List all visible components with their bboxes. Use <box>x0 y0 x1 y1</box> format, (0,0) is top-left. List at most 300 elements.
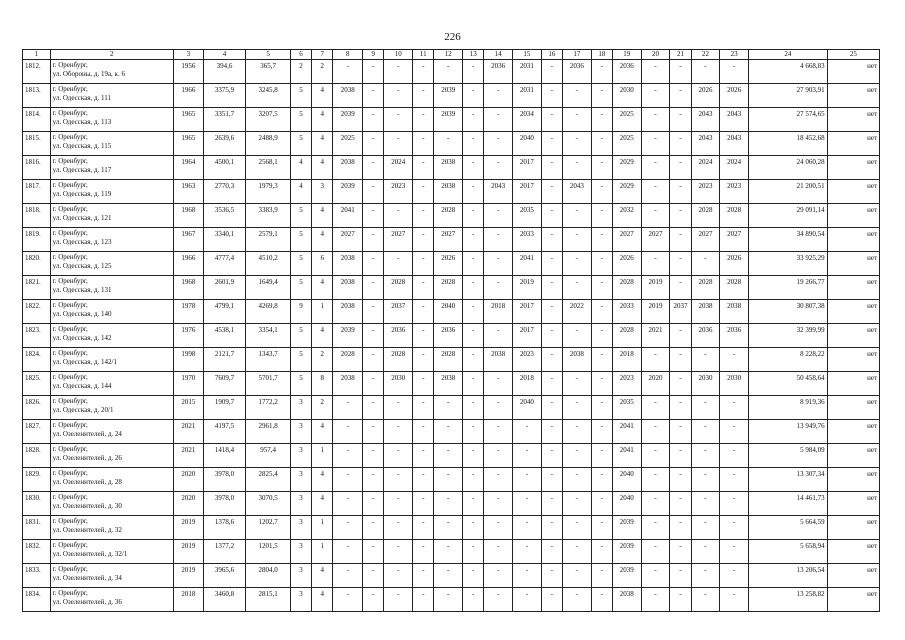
cell-col-22: - <box>691 348 720 372</box>
row-number: 1832. <box>23 540 51 564</box>
cell-col-7: 2 <box>312 60 333 84</box>
cell-col-22: - <box>691 516 720 540</box>
cell-col-23: - <box>720 348 749 372</box>
address-city: г. Оренбург, <box>52 157 88 165</box>
cell-col-17: 2038 <box>562 348 591 372</box>
row-number: 1818. <box>23 204 51 228</box>
cell-col-20: - <box>641 156 670 180</box>
cell-col-3: 2015 <box>173 396 203 420</box>
address-city: г. Оренбург, <box>52 421 88 429</box>
cell-col-9: - <box>363 252 384 276</box>
cell-col-13: - <box>463 324 484 348</box>
cell-col-22: - <box>691 252 720 276</box>
cell-col-9: - <box>363 132 384 156</box>
cell-col-14: - <box>484 468 513 492</box>
address-city: г. Оренбург, <box>52 61 88 69</box>
column-number: 16 <box>541 50 562 60</box>
cell-col-10: 2024 <box>384 156 413 180</box>
cell-col-10: 2023 <box>384 180 413 204</box>
cell-col-19: 2028 <box>612 324 641 348</box>
cell-col-13: - <box>463 420 484 444</box>
cell-col-25: нет <box>827 372 879 396</box>
cell-col-6: 3 <box>290 444 311 468</box>
cell-col-12: - <box>434 132 463 156</box>
cell-col-16: - <box>541 156 562 180</box>
cell-col-10: - <box>384 420 413 444</box>
cell-col-24: 27 903,91 <box>749 84 828 108</box>
cell-col-4: 3978,0 <box>203 492 246 516</box>
cell-col-8: 2025 <box>333 132 363 156</box>
cell-col-24: 32 399,99 <box>749 324 828 348</box>
cell-col-7: 1 <box>312 300 333 324</box>
address-cell <box>50 300 173 324</box>
cell-col-12: - <box>434 396 463 420</box>
cell-col-23: 2023 <box>720 180 749 204</box>
cell-col-5: 2825,4 <box>246 468 291 492</box>
column-number: 21 <box>670 50 691 60</box>
cell-col-4: 1377,2 <box>203 540 246 564</box>
cell-col-6: 3 <box>290 588 311 612</box>
cell-col-10: - <box>384 492 413 516</box>
address-city: г. Оренбург, <box>52 253 88 261</box>
cell-col-13: - <box>463 204 484 228</box>
table-row <box>23 276 880 300</box>
cell-col-4: 3978,0 <box>203 468 246 492</box>
cell-col-18: - <box>591 372 612 396</box>
cell-col-6: 5 <box>290 108 311 132</box>
address-city: г. Оренбург, <box>52 493 88 501</box>
cell-col-21: - <box>670 348 691 372</box>
cell-col-25: нет <box>827 564 879 588</box>
column-number: 10 <box>384 50 413 60</box>
cell-col-12: - <box>434 468 463 492</box>
cell-col-22: 2043 <box>691 132 720 156</box>
cell-col-14: - <box>484 228 513 252</box>
cell-col-5: 2579,1 <box>246 228 291 252</box>
cell-col-17: - <box>562 372 591 396</box>
cell-col-5: 2804,0 <box>246 564 291 588</box>
cell-col-15: 2035 <box>513 204 542 228</box>
cell-col-24: 33 925,29 <box>749 252 828 276</box>
address-street: ул. Одесская, д. 113 <box>52 118 112 126</box>
address-street: ул. Одесская, д. 20/1 <box>52 406 114 414</box>
cell-col-21: - <box>670 420 691 444</box>
cell-col-16: - <box>541 564 562 588</box>
cell-col-23: 2026 <box>720 84 749 108</box>
cell-col-13: - <box>463 564 484 588</box>
address-cell <box>50 60 173 84</box>
cell-col-11: - <box>413 588 434 612</box>
cell-col-11: - <box>413 60 434 84</box>
cell-col-7: 4 <box>312 228 333 252</box>
cell-col-23: 2043 <box>720 132 749 156</box>
cell-col-6: 5 <box>290 132 311 156</box>
table-row <box>23 444 880 468</box>
cell-col-17: - <box>562 468 591 492</box>
table-row <box>23 60 880 84</box>
cell-col-12: 2038 <box>434 180 463 204</box>
cell-col-22: 2036 <box>691 324 720 348</box>
column-number: 22 <box>691 50 720 60</box>
cell-col-3: 1968 <box>173 276 203 300</box>
cell-col-12: 2028 <box>434 348 463 372</box>
cell-col-11: - <box>413 276 434 300</box>
cell-col-14: - <box>484 540 513 564</box>
cell-col-14: - <box>484 564 513 588</box>
cell-col-8: 2028 <box>333 348 363 372</box>
address-cell <box>50 396 173 420</box>
column-number: 11 <box>413 50 434 60</box>
row-number: 1833. <box>23 564 51 588</box>
cell-col-7: 4 <box>312 84 333 108</box>
address-cell <box>50 420 173 444</box>
cell-col-13: - <box>463 492 484 516</box>
cell-col-21: - <box>670 228 691 252</box>
cell-col-12: - <box>434 588 463 612</box>
column-number: 5 <box>246 50 291 60</box>
cell-col-15: 2034 <box>513 108 542 132</box>
cell-col-12: 2038 <box>434 372 463 396</box>
cell-col-21: - <box>670 60 691 84</box>
cell-col-10: - <box>384 540 413 564</box>
cell-col-23: 2036 <box>720 324 749 348</box>
cell-col-19: 2018 <box>612 348 641 372</box>
cell-col-10: - <box>384 516 413 540</box>
column-number: 17 <box>562 50 591 60</box>
cell-col-22: - <box>691 396 720 420</box>
table-row <box>23 252 880 276</box>
cell-col-4: 4197,5 <box>203 420 246 444</box>
cell-col-23: 2024 <box>720 156 749 180</box>
cell-col-24: 21 200,51 <box>749 180 828 204</box>
cell-col-21: - <box>670 540 691 564</box>
cell-col-5: 4269,8 <box>246 300 291 324</box>
cell-col-15: - <box>513 492 542 516</box>
cell-col-3: 1964 <box>173 156 203 180</box>
cell-col-10: 2030 <box>384 372 413 396</box>
cell-col-3: 1970 <box>173 372 203 396</box>
row-number: 1827. <box>23 420 51 444</box>
table-row <box>23 348 880 372</box>
table-row <box>23 420 880 444</box>
cell-col-18: - <box>591 132 612 156</box>
cell-col-18: - <box>591 348 612 372</box>
cell-col-15: 2018 <box>513 372 542 396</box>
address-street: ул. Одесская, д. 111 <box>52 94 112 102</box>
cell-col-10: - <box>384 396 413 420</box>
cell-col-3: 1968 <box>173 204 203 228</box>
cell-col-8: 2027 <box>333 228 363 252</box>
cell-col-4: 1418,4 <box>203 444 246 468</box>
cell-col-20: - <box>641 540 670 564</box>
cell-col-22: 2028 <box>691 276 720 300</box>
cell-col-6: 5 <box>290 84 311 108</box>
cell-col-19: 2029 <box>612 156 641 180</box>
cell-col-23: - <box>720 420 749 444</box>
cell-col-10: - <box>384 252 413 276</box>
cell-col-3: 1978 <box>173 300 203 324</box>
cell-col-22: 2028 <box>691 204 720 228</box>
cell-col-10: 2028 <box>384 348 413 372</box>
cell-col-23: - <box>720 60 749 84</box>
cell-col-7: 4 <box>312 468 333 492</box>
cell-col-20: 2019 <box>641 276 670 300</box>
cell-col-7: 8 <box>312 372 333 396</box>
cell-col-3: 2020 <box>173 492 203 516</box>
cell-col-21: - <box>670 156 691 180</box>
cell-col-13: - <box>463 516 484 540</box>
cell-col-24: 50 458,64 <box>749 372 828 396</box>
cell-col-15: - <box>513 588 542 612</box>
address-cell <box>50 108 173 132</box>
cell-col-24: 8 919,36 <box>749 396 828 420</box>
cell-col-9: - <box>363 228 384 252</box>
cell-col-19: 2025 <box>612 108 641 132</box>
cell-col-11: - <box>413 420 434 444</box>
cell-col-19: 2041 <box>612 420 641 444</box>
cell-col-21: - <box>670 492 691 516</box>
table-row <box>23 468 880 492</box>
cell-col-18: - <box>591 84 612 108</box>
cell-col-6: 5 <box>290 204 311 228</box>
cell-col-17: - <box>562 84 591 108</box>
cell-col-15: - <box>513 444 542 468</box>
cell-col-12: 2039 <box>434 108 463 132</box>
cell-col-15: - <box>513 516 542 540</box>
cell-col-16: - <box>541 420 562 444</box>
cell-col-4: 3340,1 <box>203 228 246 252</box>
cell-col-11: - <box>413 468 434 492</box>
cell-col-18: - <box>591 252 612 276</box>
cell-col-11: - <box>413 348 434 372</box>
table-row <box>23 324 880 348</box>
cell-col-16: - <box>541 396 562 420</box>
cell-col-25: нет <box>827 492 879 516</box>
cell-col-23: 2038 <box>720 300 749 324</box>
cell-col-14: - <box>484 516 513 540</box>
cell-col-3: 1965 <box>173 108 203 132</box>
cell-col-22: 2027 <box>691 228 720 252</box>
cell-col-19: 2040 <box>612 468 641 492</box>
cell-col-21: - <box>670 468 691 492</box>
cell-col-3: 1966 <box>173 252 203 276</box>
address-street: ул. Озеленителей, д. 24 <box>52 430 122 438</box>
cell-col-22: - <box>691 60 720 84</box>
address-street: ул. Озеленителей, д. 32 <box>52 526 122 534</box>
cell-col-21: - <box>670 372 691 396</box>
cell-col-12: 2039 <box>434 84 463 108</box>
address-city: г. Оренбург, <box>52 589 88 597</box>
cell-col-17: - <box>562 420 591 444</box>
table-row <box>23 228 880 252</box>
cell-col-5: 5701,7 <box>246 372 291 396</box>
cell-col-18: - <box>591 108 612 132</box>
cell-col-6: 3 <box>290 468 311 492</box>
cell-col-11: - <box>413 156 434 180</box>
cell-col-19: 2033 <box>612 300 641 324</box>
cell-col-18: - <box>591 324 612 348</box>
cell-col-23: 2030 <box>720 372 749 396</box>
cell-col-6: 5 <box>290 276 311 300</box>
cell-col-23: - <box>720 468 749 492</box>
cell-col-20: - <box>641 564 670 588</box>
cell-col-15: - <box>513 540 542 564</box>
cell-col-14: - <box>484 492 513 516</box>
row-number: 1820. <box>23 252 51 276</box>
cell-col-22: - <box>691 588 720 612</box>
column-number: 19 <box>612 50 641 60</box>
cell-col-20: - <box>641 516 670 540</box>
cell-col-9: - <box>363 300 384 324</box>
row-number: 1824. <box>23 348 51 372</box>
cell-col-4: 2601,9 <box>203 276 246 300</box>
cell-col-12: 2028 <box>434 276 463 300</box>
address-cell <box>50 492 173 516</box>
address-street: ул. Озеленителей, д. 30 <box>52 502 122 510</box>
cell-col-17: - <box>562 276 591 300</box>
cell-col-16: - <box>541 228 562 252</box>
address-street: ул. Обороны, д. 19а, к. 6 <box>52 70 125 78</box>
cell-col-12: 2027 <box>434 228 463 252</box>
cell-col-13: - <box>463 276 484 300</box>
address-cell <box>50 180 173 204</box>
cell-col-7: 2 <box>312 348 333 372</box>
cell-col-15: 2031 <box>513 84 542 108</box>
cell-col-15: 2017 <box>513 180 542 204</box>
cell-col-22: 2038 <box>691 300 720 324</box>
cell-col-5: 1979,3 <box>246 180 291 204</box>
cell-col-23: 2026 <box>720 252 749 276</box>
cell-col-18: - <box>591 156 612 180</box>
cell-col-8: 2039 <box>333 180 363 204</box>
cell-col-17: - <box>562 564 591 588</box>
address-city: г. Оренбург, <box>52 301 88 309</box>
cell-col-20: 2027 <box>641 228 670 252</box>
cell-col-21: - <box>670 396 691 420</box>
cell-col-20: 2021 <box>641 324 670 348</box>
cell-col-4: 1909,7 <box>203 396 246 420</box>
cell-col-21: - <box>670 132 691 156</box>
column-number: 8 <box>333 50 363 60</box>
housing-register-table <box>22 49 880 612</box>
cell-col-16: - <box>541 276 562 300</box>
cell-col-9: - <box>363 108 384 132</box>
cell-col-4: 394,6 <box>203 60 246 84</box>
cell-col-22: 2023 <box>691 180 720 204</box>
cell-col-5: 2961,8 <box>246 420 291 444</box>
cell-col-17: - <box>562 204 591 228</box>
address-city: г. Оренбург, <box>52 517 88 525</box>
cell-col-19: 2041 <box>612 444 641 468</box>
cell-col-6: 5 <box>290 252 311 276</box>
cell-col-10: - <box>384 108 413 132</box>
cell-col-20: - <box>641 348 670 372</box>
cell-col-16: - <box>541 492 562 516</box>
cell-col-4: 3536,5 <box>203 204 246 228</box>
cell-col-24: 13 258,82 <box>749 588 828 612</box>
address-city: г. Оренбург, <box>52 445 88 453</box>
cell-col-12: 2040 <box>434 300 463 324</box>
cell-col-19: 2023 <box>612 372 641 396</box>
cell-col-25: нет <box>827 60 879 84</box>
cell-col-11: - <box>413 204 434 228</box>
address-cell <box>50 372 173 396</box>
table-row <box>23 516 880 540</box>
row-number: 1829. <box>23 468 51 492</box>
cell-col-4: 2639,6 <box>203 132 246 156</box>
cell-col-7: 4 <box>312 204 333 228</box>
cell-col-14: - <box>484 372 513 396</box>
cell-col-9: - <box>363 348 384 372</box>
cell-col-23: - <box>720 540 749 564</box>
cell-col-3: 2019 <box>173 516 203 540</box>
row-number: 1813. <box>23 84 51 108</box>
cell-col-3: 1966 <box>173 84 203 108</box>
cell-col-10: - <box>384 564 413 588</box>
cell-col-6: 9 <box>290 300 311 324</box>
address-street: ул. Одесская, д. 121 <box>52 214 112 222</box>
cell-col-25: нет <box>827 324 879 348</box>
cell-col-19: 2039 <box>612 540 641 564</box>
cell-col-11: - <box>413 324 434 348</box>
cell-col-9: - <box>363 396 384 420</box>
cell-col-15: 2023 <box>513 348 542 372</box>
cell-col-11: - <box>413 180 434 204</box>
address-cell <box>50 588 173 612</box>
cell-col-5: 1202,7 <box>246 516 291 540</box>
cell-col-9: - <box>363 84 384 108</box>
row-number: 1826. <box>23 396 51 420</box>
cell-col-9: - <box>363 564 384 588</box>
row-number: 1816. <box>23 156 51 180</box>
cell-col-25: нет <box>827 444 879 468</box>
cell-col-24: 24 060,28 <box>749 156 828 180</box>
cell-col-25: нет <box>827 420 879 444</box>
cell-col-19: 2026 <box>612 252 641 276</box>
cell-col-10: - <box>384 468 413 492</box>
cell-col-4: 3351,7 <box>203 108 246 132</box>
cell-col-12: - <box>434 564 463 588</box>
cell-col-6: 3 <box>290 420 311 444</box>
cell-col-8: 2038 <box>333 156 363 180</box>
cell-col-14: 2038 <box>484 348 513 372</box>
cell-col-19: 2038 <box>612 588 641 612</box>
column-number: 6 <box>290 50 311 60</box>
cell-col-4: 3460,8 <box>203 588 246 612</box>
cell-col-14: - <box>484 324 513 348</box>
address-city: г. Оренбург, <box>52 181 88 189</box>
cell-col-24: 34 890,54 <box>749 228 828 252</box>
cell-col-17: - <box>562 516 591 540</box>
cell-col-14: - <box>484 252 513 276</box>
cell-col-13: - <box>463 588 484 612</box>
cell-col-10: 2027 <box>384 228 413 252</box>
address-cell <box>50 156 173 180</box>
cell-col-23: 2043 <box>720 108 749 132</box>
cell-col-7: 3 <box>312 180 333 204</box>
cell-col-25: нет <box>827 276 879 300</box>
row-number: 1819. <box>23 228 51 252</box>
cell-col-7: 4 <box>312 156 333 180</box>
cell-col-3: 1976 <box>173 324 203 348</box>
cell-col-21: - <box>670 84 691 108</box>
cell-col-19: 2039 <box>612 516 641 540</box>
cell-col-9: - <box>363 468 384 492</box>
cell-col-7: 4 <box>312 276 333 300</box>
address-cell <box>50 564 173 588</box>
cell-col-20: - <box>641 60 670 84</box>
cell-col-14: - <box>484 108 513 132</box>
